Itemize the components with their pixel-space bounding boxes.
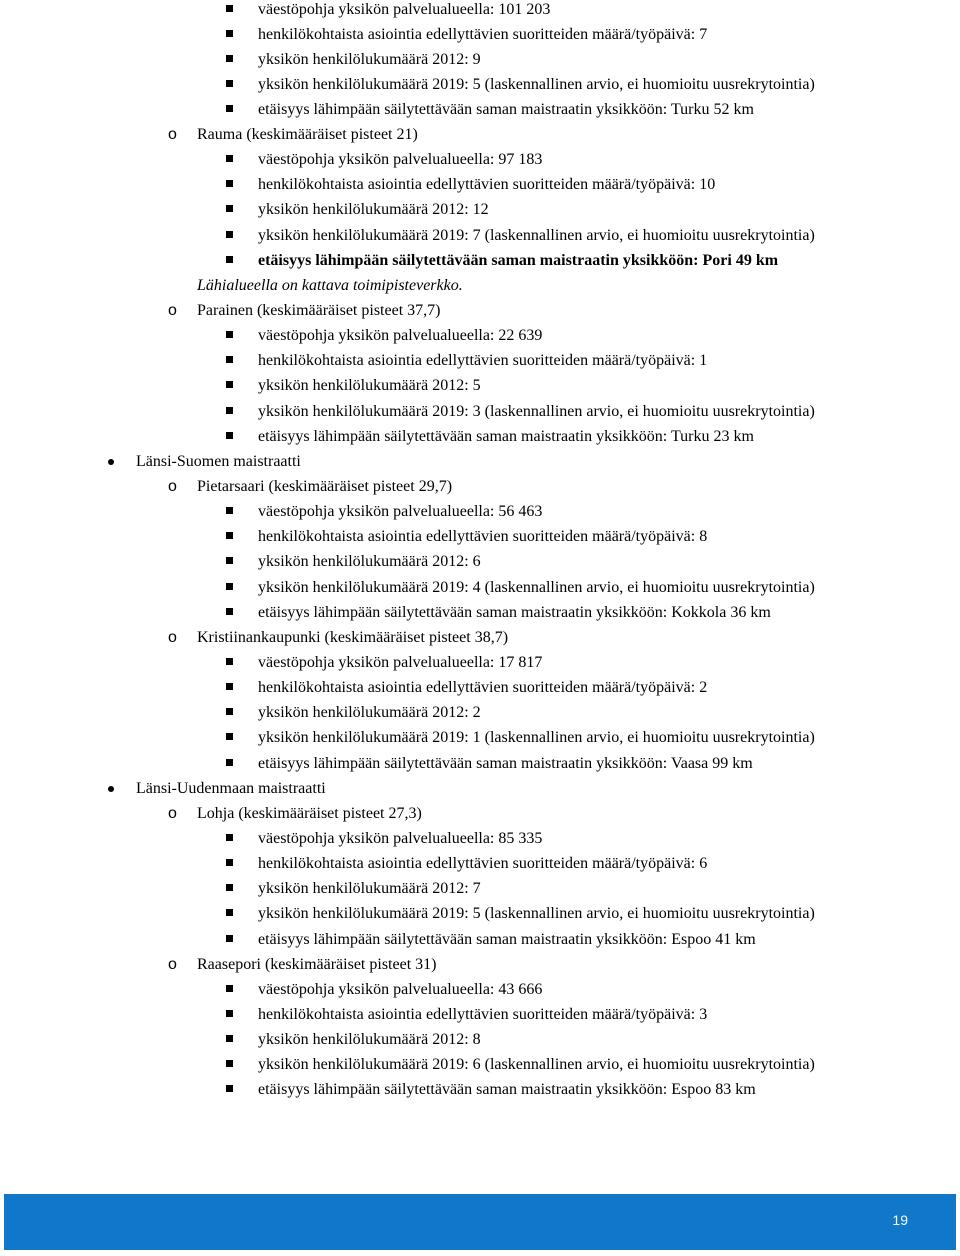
list-item: yksikön henkilölukumäärä 2019: 5 (laskennallinen arvio, ei huomioitu uusrekrytointia) <box>258 904 815 924</box>
square-bullet-icon <box>226 331 233 338</box>
square-bullet-icon <box>226 557 233 564</box>
square-bullet-icon <box>226 985 233 992</box>
list-item: yksikön henkilölukumäärä 2012: 7 <box>258 879 481 899</box>
square-bullet-icon <box>226 1010 233 1017</box>
unit-heading-pietarsaari: o Pietarsaari (keskimääräiset pisteet 29,7) <box>168 478 453 495</box>
list-item: henkilökohtaista asiointia edellyttävien suoritteiden määrä/työpäivä: 7 <box>258 25 707 45</box>
list-item: väestöpohja yksikön palvelualueella: 43 666 <box>258 980 542 1000</box>
list-item: henkilökohtaista asiointia edellyttävien suoritteiden määrä/työpäivä: 3 <box>258 1005 707 1025</box>
round-bullet-icon <box>108 786 114 792</box>
square-bullet-icon <box>226 884 233 891</box>
unit-heading-parainen: o Parainen (keskimääräiset pisteet 37,7) <box>168 302 441 319</box>
square-bullet-icon <box>226 935 233 942</box>
square-bullet-icon <box>226 30 233 37</box>
unit-heading-rauma: o Rauma (keskimääräiset pisteet 21) <box>168 126 418 143</box>
section-heading-lansi-suomi: Länsi-Suomen maistraatti <box>136 452 301 472</box>
unit-heading-lohja: o Lohja (keskimääräiset pisteet 27,3) <box>168 805 422 822</box>
circle-bullet-icon: o <box>168 302 177 319</box>
square-bullet-icon <box>226 834 233 841</box>
list-item: yksikön henkilölukumäärä 2019: 1 (laskennallinen arvio, ei huomioitu uusrekrytointia) <box>258 728 815 748</box>
circle-bullet-icon: o <box>168 805 177 822</box>
square-bullet-icon <box>226 733 233 740</box>
square-bullet-icon <box>226 55 233 62</box>
list-item: yksikön henkilölukumäärä 2012: 6 <box>258 552 481 572</box>
list-item: yksikön henkilölukumäärä 2019: 6 (laskennallinen arvio, ei huomioitu uusrekrytointia) <box>258 1055 815 1075</box>
round-bullet-icon <box>108 459 114 465</box>
list-item: väestöpohja yksikön palvelualueella: 101 203 <box>258 0 550 20</box>
square-bullet-icon <box>226 909 233 916</box>
list-item: yksikön henkilölukumäärä 2012: 5 <box>258 376 481 396</box>
square-bullet-icon <box>226 708 233 715</box>
list-item: etäisyys lähimpään säilytettävään saman maistraatin yksikköön: Vaasa 99 km <box>258 754 753 774</box>
list-item: yksikön henkilölukumäärä 2019: 7 (laskennallinen arvio, ei huomioitu uusrekrytointia) <box>258 226 815 246</box>
circle-bullet-icon: o <box>168 629 177 646</box>
square-bullet-icon <box>226 658 233 665</box>
list-item: henkilökohtaista asiointia edellyttävien suoritteiden määrä/työpäivä: 1 <box>258 351 707 371</box>
square-bullet-icon <box>226 1035 233 1042</box>
list-item: etäisyys lähimpään säilytettävään saman maistraatin yksikköön: Pori 49 km <box>258 251 778 271</box>
square-bullet-icon <box>226 231 233 238</box>
square-bullet-icon <box>226 381 233 388</box>
square-bullet-icon <box>226 5 233 12</box>
list-item: henkilökohtaista asiointia edellyttävien suoritteiden määrä/työpäivä: 2 <box>258 678 707 698</box>
square-bullet-icon <box>226 759 233 766</box>
list-item: väestöpohja yksikön palvelualueella: 56 463 <box>258 502 542 522</box>
list-item: etäisyys lähimpään säilytettävään saman maistraatin yksikköön: Turku 52 km <box>258 100 754 120</box>
list-item: etäisyys lähimpään säilytettävään saman maistraatin yksikköön: Turku 23 km <box>258 427 754 447</box>
footer-bar <box>4 1194 956 1250</box>
square-bullet-icon <box>226 432 233 439</box>
square-bullet-icon <box>226 1060 233 1067</box>
list-item: henkilökohtaista asiointia edellyttävien suoritteiden määrä/työpäivä: 10 <box>258 175 715 195</box>
square-bullet-icon <box>226 859 233 866</box>
circle-bullet-icon: o <box>168 478 177 495</box>
list-item: väestöpohja yksikön palvelualueella: 85 335 <box>258 829 542 849</box>
square-bullet-icon <box>226 256 233 263</box>
square-bullet-icon <box>226 583 233 590</box>
unit-heading-raasepori: o Raasepori (keskimääräiset pisteet 31) <box>168 956 437 973</box>
square-bullet-icon <box>226 356 233 363</box>
square-bullet-icon <box>226 205 233 212</box>
square-bullet-icon <box>226 532 233 539</box>
list-item: henkilökohtaista asiointia edellyttävien suoritteiden määrä/työpäivä: 6 <box>258 854 707 874</box>
note-text: Lähialueella on kattava toimipisteverkko. <box>197 277 463 294</box>
list-item: yksikön henkilölukumäärä 2012: 8 <box>258 1030 481 1050</box>
list-item: yksikön henkilölukumäärä 2012: 9 <box>258 50 481 70</box>
square-bullet-icon <box>226 507 233 514</box>
square-bullet-icon <box>226 1085 233 1092</box>
list-item: yksikön henkilölukumäärä 2012: 2 <box>258 703 481 723</box>
list-item: yksikön henkilölukumäärä 2019: 3 (laskennallinen arvio, ei huomioitu uusrekrytointia) <box>258 402 815 422</box>
square-bullet-icon <box>226 180 233 187</box>
list-item: etäisyys lähimpään säilytettävään saman maistraatin yksikköön: Kokkola 36 km <box>258 603 771 623</box>
circle-bullet-icon: o <box>168 126 177 143</box>
square-bullet-icon <box>226 407 233 414</box>
square-bullet-icon <box>226 155 233 162</box>
square-bullet-icon <box>226 105 233 112</box>
unit-heading-kristiinankaupunki: o Kristiinankaupunki (keskimääräiset pisteet 38,7) <box>168 629 509 646</box>
page-number: 19 <box>892 1212 908 1228</box>
list-item: väestöpohja yksikön palvelualueella: 17 817 <box>258 653 542 673</box>
list-item: väestöpohja yksikön palvelualueella: 22 639 <box>258 326 542 346</box>
list-item: yksikön henkilölukumäärä 2019: 5 (laskennallinen arvio, ei huomioitu uusrekrytointia) <box>258 75 815 95</box>
section-heading-lansi-uusimaa: Länsi-Uudenmaan maistraatti <box>136 779 326 799</box>
list-item: väestöpohja yksikön palvelualueella: 97 183 <box>258 150 542 170</box>
list-item: etäisyys lähimpään säilytettävään saman maistraatin yksikköön: Espoo 83 km <box>258 1080 756 1100</box>
list-item: henkilökohtaista asiointia edellyttävien suoritteiden määrä/työpäivä: 8 <box>258 527 707 547</box>
circle-bullet-icon: o <box>168 956 177 973</box>
list-item: yksikön henkilölukumäärä 2019: 4 (laskennallinen arvio, ei huomioitu uusrekrytointia) <box>258 578 815 598</box>
square-bullet-icon <box>226 683 233 690</box>
square-bullet-icon <box>226 80 233 87</box>
list-item: yksikön henkilölukumäärä 2012: 12 <box>258 200 489 220</box>
list-item: etäisyys lähimpään säilytettävään saman maistraatin yksikköön: Espoo 41 km <box>258 930 756 950</box>
square-bullet-icon <box>226 608 233 615</box>
